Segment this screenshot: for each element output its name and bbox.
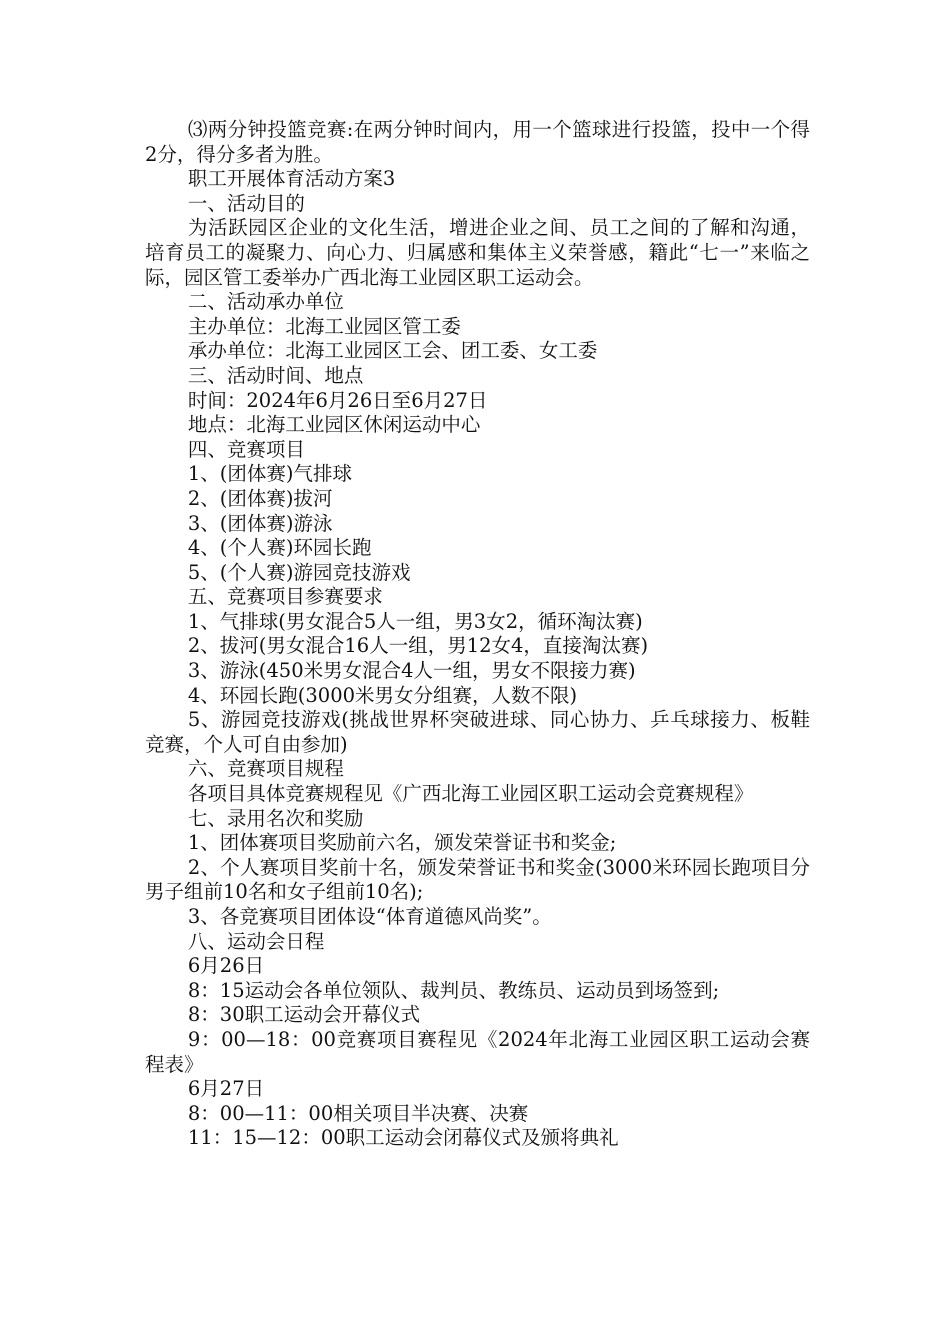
section-heading-rules: 六、竞赛项目规程 xyxy=(187,757,344,781)
list-item-event: 5、(个人赛)游园竞技游戏 xyxy=(187,560,411,584)
paragraph-place: 地点：北海工业园区休闲运动中心 xyxy=(187,413,481,437)
paragraph-organizer: 承办单位：北海工业园区工会、团工委、女工委 xyxy=(187,339,598,363)
section-heading-events: 四、竞赛项目 xyxy=(187,437,305,461)
list-item-requirement: 1、气排球(男女混合5人一组，男3女2，循环淘汰赛) xyxy=(187,609,643,633)
list-item-event: 1、(团体赛)气排球 xyxy=(187,462,353,486)
schedule-item: 9：00—18：00竞赛项目赛程见《2024年北海工业园区职工运动会赛程表》 xyxy=(145,1027,810,1076)
section-heading-time-place: 三、活动时间、地点 xyxy=(187,363,364,387)
schedule-date: 6月27日 xyxy=(187,1077,265,1101)
paragraph-plan-title: 职工开展体育活动方案3 xyxy=(187,167,396,191)
schedule-item: 8：00—11：00相关项目半决赛、决赛 xyxy=(187,1101,529,1125)
schedule-item: 8：30职工运动会开幕仪式 xyxy=(187,1003,421,1027)
list-item-requirement: 2、拔河(男女混合16人一组，男12女4，直接淘汰赛) xyxy=(187,634,649,658)
section-heading-requirements: 五、竞赛项目参赛要求 xyxy=(187,585,383,609)
section-heading-schedule: 八、运动会日程 xyxy=(187,929,325,953)
list-item-award: 1、团体赛项目奖励前六名，颁发荣誉证书和奖金; xyxy=(187,831,617,855)
list-item-event: 3、(团体赛)游泳 xyxy=(187,511,333,535)
schedule-item: 11：15—12：00职工运动会闭幕仪式及颁将典礼 xyxy=(187,1126,619,1150)
list-item-requirement: 4、环园长跑(3000米男女分组赛，人数不限) xyxy=(187,683,578,707)
section-heading-purpose: 一、活动目的 xyxy=(187,191,305,215)
paragraph-purpose: 为活跃园区企业的文化生活，增进企业之间、员工之间的了解和沟通，培育员工的凝聚力、向心力、归属感和集体主义荣誉感，籍此“七一”来临之际，园区管工委举办广西北海工业园区职工运动会。 xyxy=(145,216,810,289)
list-item-event: 2、(团体赛)拔河 xyxy=(187,486,333,510)
section-heading-awards: 七、录用名次和奖励 xyxy=(187,806,364,830)
list-item-event: 4、(个人赛)环园长跑 xyxy=(187,536,372,560)
paragraph-host: 主办单位：北海工业园区管工委 xyxy=(187,314,461,338)
paragraph-basketball-rule: ⑶两分钟投篮竞赛:在两分钟时间内，用一个篮球进行投篮，投中一个得2分，得分多者为胜。 xyxy=(145,118,810,166)
list-item-requirement: 5、游园竞技游戏(挑战世界杯突破进球、同心协力、乒乓球接力、板鞋竞赛，个人可自由参加) xyxy=(145,708,810,756)
schedule-item: 8：15运动会各单位领队、裁判员、教练员、运动员到场签到; xyxy=(187,978,720,1002)
list-item-award: 2、个人赛项目奖前十名，颁发荣誉证书和奖金(3000米环园长跑项目分男子组前10名和女子组前10名); xyxy=(145,855,810,904)
section-heading-organizers: 二、活动承办单位 xyxy=(187,290,344,314)
list-item-award: 3、各竞赛项目团体设“体育道德风尚奖”。 xyxy=(187,905,552,928)
list-item-requirement: 3、游泳(450米男女混合4人一组，男女不限接力赛) xyxy=(187,659,636,683)
document-body xyxy=(145,118,810,1151)
paragraph-rules: 各项目具体竞赛规程见《广西北海工业园区职工运动会竞赛规程》 xyxy=(187,782,754,806)
schedule-date: 6月26日 xyxy=(187,954,265,978)
paragraph-time: 时间：2024年6月26日至6月27日 xyxy=(187,388,488,412)
